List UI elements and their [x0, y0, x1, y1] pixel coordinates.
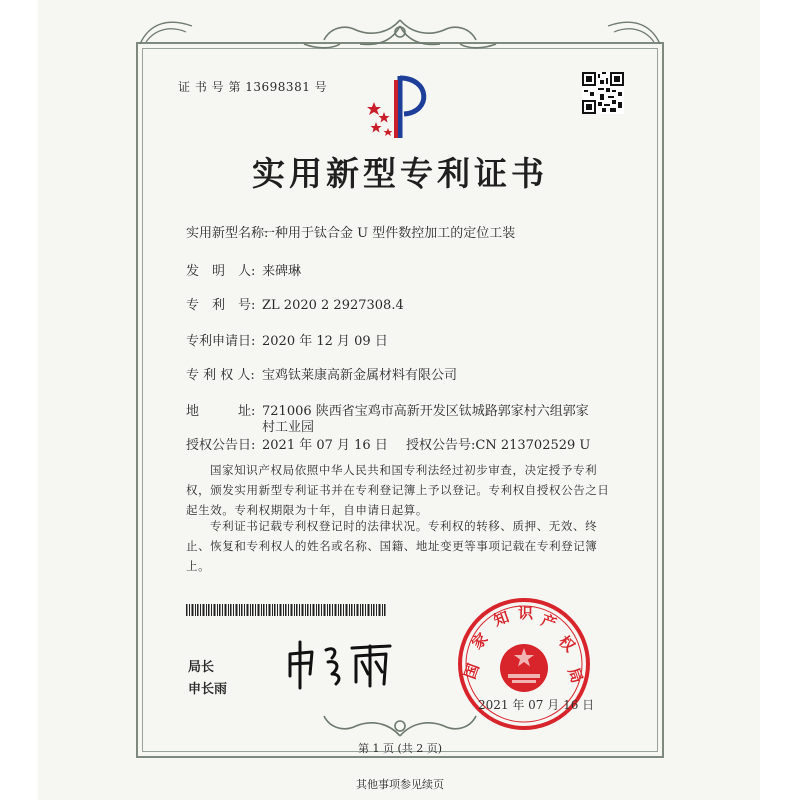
corner-ornament-right — [604, 12, 664, 48]
field-value: 2021 年 07 月 16 日 — [262, 438, 388, 453]
field-patent-number — [186, 294, 404, 313]
svg-text:权: 权 — [555, 632, 579, 656]
field-value: 来碑琳 — [262, 264, 302, 279]
field-patentee — [186, 364, 457, 383]
field-label: 实用新型名称: — [186, 226, 269, 241]
field-label: 专利申请日: — [186, 334, 256, 349]
patent-office-logo — [360, 72, 436, 142]
field-announcement-number — [406, 434, 590, 453]
qr-code — [582, 72, 624, 114]
field-value: ZL 2020 2 2927308.4 — [262, 298, 404, 313]
field-value: CN 213702529 U — [475, 438, 591, 453]
field-label: 发 明 人: — [186, 264, 256, 279]
field-label: 专 利 权 人: — [186, 368, 255, 383]
continuation-note: 其他事项参见续页 — [356, 778, 444, 791]
field-value: 2020 年 12 月 09 日 — [262, 334, 388, 349]
director-name: 申长雨 — [188, 682, 228, 697]
field-address-continued — [186, 416, 314, 435]
field-inventor — [186, 260, 301, 279]
certificate-title: 实用新型专利证书 — [252, 154, 548, 193]
field-grant-date — [186, 434, 388, 453]
field-value: 721006 陕西省宝鸡市高新开发区钛城路郭家村六组郭家 — [262, 404, 589, 419]
field-value: 宝鸡钛莱康高新金属材料有限公司 — [262, 368, 458, 383]
paragraph-grant-statement: 国家知识产权局依照中华人民共和国专利法经过初步审查，决定授予专利权，颁发实用新型专利证书并在专利登记簿上予以登记。专利权自授权公告之日起生效。专利权期限为十年，自申请日起算。 — [186, 463, 610, 517]
corner-ornament-left — [136, 12, 196, 48]
field-label: 专 利 号: — [186, 298, 256, 313]
barcode — [186, 604, 386, 616]
svg-text:家: 家 — [468, 629, 492, 653]
top-ornament — [300, 14, 500, 54]
svg-text:知: 知 — [491, 607, 512, 630]
paragraph-legal-status: 专利证书记载专利权登记时的法律状况。专利权的转移、质押、无效、终止、恢复和专利权人的姓名或名称、国籍、地址变更等事项记载在专利登记簿上。 — [186, 519, 598, 573]
field-value: 一种用于钛合金 U 型件数控加工的定位工装 — [262, 226, 516, 241]
field-label: 地 址: — [186, 404, 256, 419]
field-filing-date — [186, 330, 388, 349]
seal-date: 2021 年 07 月 16 日 — [478, 698, 595, 712]
field-utility-model-name — [186, 222, 515, 241]
field-label: 授权公告号: — [406, 438, 476, 453]
page-indicator: 第 1 页 (共 2 页) — [357, 742, 443, 755]
svg-text:局: 局 — [564, 665, 587, 686]
field-label: 授权公告日: — [186, 438, 256, 453]
svg-text:国: 国 — [460, 661, 483, 682]
svg-text:识: 识 — [518, 604, 534, 622]
field-value: 村工业园 — [262, 420, 315, 435]
svg-text:产: 产 — [538, 610, 559, 633]
certificate-number: 证 书 号 第 13698381 号 — [178, 80, 328, 94]
director-title: 局长 — [188, 660, 215, 675]
director-signature — [282, 632, 402, 692]
